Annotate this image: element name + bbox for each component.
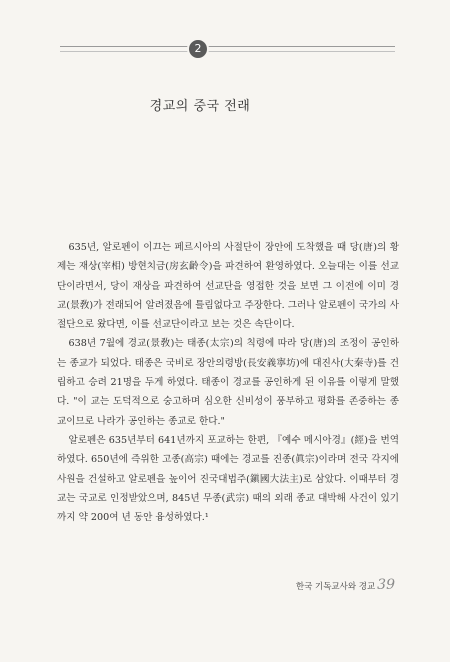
- paragraph: 638년 7월에 경교(景敎)는 태종(太宗)의 칙령에 따라 당(唐)의 조정이 공인하는 종교가 되었다. 태종은 국비로 장안의령방(長安義寧坊)에 대진사(大秦寺)를 건립하고 승려 21명을 두게 하였다. 태종이 경교를 공인하게 된 이유를 이렇게 말했다. "이 교는 도덕적으로 숭고하며 심오한 신비성이 풍부하고 평화를 존중하는 종교이므로 나라가 공인하는 종교로 한다.": [57, 338, 399, 427]
- chapter-marker: 2: [187, 38, 209, 60]
- page-number: 39: [377, 577, 395, 593]
- paragraph: 알로펜은 635년부터 641년까지 포교하는 한편, 『예수 메시아경』(經)을 번역하였다. 650년에 즉위한 고종(高宗) 때에는 경교를 진종(眞宗)이라며 전국 각지에 사원을 건설하고 알로펜을 높이어 진국대법주(鎭國大法主)로 삼았다. 이때부터 경교는 국교로 인정받았으며, 845년 무종(武宗) 때의 외래 종교 대박해 사건이 있기까지 약 200여 년 동안 융성하였다.¹: [57, 434, 399, 524]
- header-rule-secondary: [60, 51, 395, 52]
- page-footer: [296, 577, 395, 593]
- running-title: 한국 기독교사와 경교: [295, 582, 376, 592]
- body-text: [57, 238, 399, 527]
- paragraph: 635년, 알로펜이 이끄는 페르시아의 사절단이 장안에 도착했을 때 당(唐)의 황제는 재상(宰相) 방현치금(房玄齡令)을 파견하여 환영하였다. 오늘대는 이를 선교단이라면서, 당이 재상을 파견하여 선교단을 영접한 것을 보면 그 이전에 이미 경교(景敎)가 전래되어 알려졌음에 틀림없다고 주장한다. 그러나 알로펜이 국가의 사절단으로 왔다면, 이를 선교단이라고 보는 것은 속단이다.: [57, 242, 399, 331]
- header-rule: [60, 46, 395, 47]
- section-title: 경교의 중국 전래: [149, 99, 251, 114]
